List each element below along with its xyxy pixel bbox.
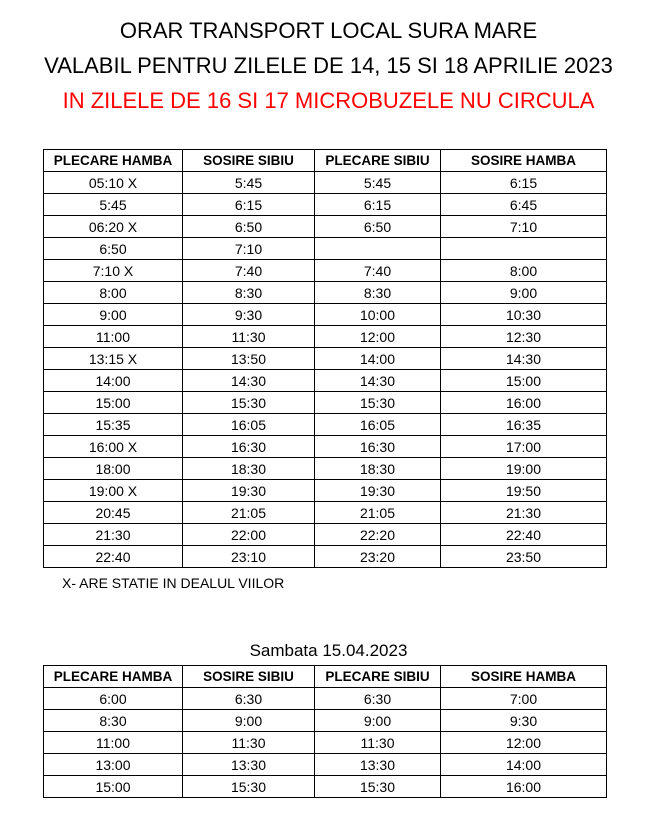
table-cell: 14:30 xyxy=(315,370,441,392)
table-cell: 15:35 xyxy=(44,414,183,436)
table-row xyxy=(44,754,607,776)
table-cell: 14:00 xyxy=(44,370,183,392)
table-cell: 19:30 xyxy=(315,480,441,502)
table-cell: 6:15 xyxy=(441,172,607,194)
table-cell: 16:00 xyxy=(441,392,607,414)
table-row xyxy=(44,710,607,732)
table-row xyxy=(44,776,607,798)
table-row xyxy=(44,370,607,392)
table-cell: 20:45 xyxy=(44,502,183,524)
table-cell: 14:30 xyxy=(183,370,315,392)
table-cell: 6:45 xyxy=(441,194,607,216)
table-cell: 12:00 xyxy=(315,326,441,348)
table-cell: 23:50 xyxy=(441,546,607,568)
weekday-schedule-table xyxy=(43,149,607,568)
table-cell: 19:50 xyxy=(441,480,607,502)
table-header-row xyxy=(44,150,607,172)
column-header: SOSIRE HAMBA xyxy=(441,666,607,688)
table-cell: 15:30 xyxy=(183,392,315,414)
table-cell: 12:00 xyxy=(441,732,607,754)
table-cell: 6:15 xyxy=(315,194,441,216)
table-cell: 8:00 xyxy=(44,282,183,304)
table-cell: 9:30 xyxy=(441,710,607,732)
table-row xyxy=(44,348,607,370)
table-row xyxy=(44,326,607,348)
table-cell: 11:00 xyxy=(44,326,183,348)
table-cell: 15:00 xyxy=(441,370,607,392)
table-row xyxy=(44,502,607,524)
table-cell: 14:00 xyxy=(441,754,607,776)
column-header: PLECARE HAMBA xyxy=(44,666,183,688)
table-cell: 22:20 xyxy=(315,524,441,546)
table-row xyxy=(44,732,607,754)
table-row xyxy=(44,260,607,282)
table-cell: 18:30 xyxy=(183,458,315,480)
table-cell: 12:30 xyxy=(441,326,607,348)
table-cell: 9:00 xyxy=(44,304,183,326)
table-row xyxy=(44,216,607,238)
table-cell: 15:00 xyxy=(44,776,183,798)
table-cell: 11:30 xyxy=(183,326,315,348)
table-cell: 15:30 xyxy=(183,776,315,798)
table-cell: 21:30 xyxy=(441,502,607,524)
table-cell: 5:45 xyxy=(44,194,183,216)
table-row xyxy=(44,436,607,458)
table-cell: 21:05 xyxy=(183,502,315,524)
table-cell: 22:40 xyxy=(441,524,607,546)
table-cell: 15:30 xyxy=(315,392,441,414)
table-row xyxy=(44,546,607,568)
table-cell: 23:10 xyxy=(183,546,315,568)
legend-note: X- ARE STATIE IN DEALUL VIILOR xyxy=(62,575,285,591)
table-row xyxy=(44,458,607,480)
table-cell: 8:30 xyxy=(44,710,183,732)
table-cell: 13:15 X xyxy=(44,348,183,370)
table-cell: 19:00 xyxy=(441,458,607,480)
table-row xyxy=(44,238,607,260)
table-cell: 22:00 xyxy=(183,524,315,546)
table-cell: 15:30 xyxy=(315,776,441,798)
table-cell: 16:00 xyxy=(441,776,607,798)
table-cell: 8:00 xyxy=(441,260,607,282)
table-cell: 17:00 xyxy=(441,436,607,458)
table-row xyxy=(44,688,607,710)
table-row xyxy=(44,194,607,216)
table-cell: 11:30 xyxy=(183,732,315,754)
table-cell: 8:30 xyxy=(183,282,315,304)
table-cell: 7:10 xyxy=(183,238,315,260)
table-cell: 6:30 xyxy=(315,688,441,710)
table-cell: 16:00 X xyxy=(44,436,183,458)
table-cell: 22:40 xyxy=(44,546,183,568)
table-row xyxy=(44,524,607,546)
saturday-schedule-table xyxy=(43,665,607,798)
column-header: PLECARE HAMBA xyxy=(44,150,183,172)
table-cell: 14:00 xyxy=(315,348,441,370)
table-cell: 18:00 xyxy=(44,458,183,480)
table-cell: 06:20 X xyxy=(44,216,183,238)
table-cell: 7:10 X xyxy=(44,260,183,282)
table-cell: 5:45 xyxy=(315,172,441,194)
no-service-warning: IN ZILELE DE 16 SI 17 MICROBUZELE NU CIRCULA xyxy=(62,88,595,113)
validity-subtitle: VALABIL PENTRU ZILELE DE 14, 15 SI 18 APRILIE 2023 xyxy=(44,53,613,78)
table-cell: 16:30 xyxy=(315,436,441,458)
table-cell: 16:05 xyxy=(315,414,441,436)
table-cell: 11:30 xyxy=(315,732,441,754)
table-cell: 6:30 xyxy=(183,688,315,710)
table-cell: 9:00 xyxy=(315,710,441,732)
table-cell: 13:50 xyxy=(183,348,315,370)
table-cell: 9:30 xyxy=(183,304,315,326)
table-cell: 10:00 xyxy=(315,304,441,326)
table-cell: 13:00 xyxy=(44,754,183,776)
table-cell: 18:30 xyxy=(315,458,441,480)
table-cell: 05:10 X xyxy=(44,172,183,194)
column-header: SOSIRE SIBIU xyxy=(183,666,315,688)
table-cell: 6:50 xyxy=(315,216,441,238)
table-cell: 19:00 X xyxy=(44,480,183,502)
table-cell: 6:00 xyxy=(44,688,183,710)
table-cell: 14:30 xyxy=(441,348,607,370)
table-cell: 11:00 xyxy=(44,732,183,754)
table-cell: 13:30 xyxy=(315,754,441,776)
table-cell: 7:40 xyxy=(183,260,315,282)
table-cell: 16:35 xyxy=(441,414,607,436)
table-cell: 6:15 xyxy=(183,194,315,216)
table-row xyxy=(44,282,607,304)
table-cell: 9:00 xyxy=(441,282,607,304)
table-cell: 6:50 xyxy=(183,216,315,238)
table-cell: 19:30 xyxy=(183,480,315,502)
table-cell: 13:30 xyxy=(183,754,315,776)
table-cell: 7:40 xyxy=(315,260,441,282)
table-cell xyxy=(441,238,607,260)
table-cell: 23:20 xyxy=(315,546,441,568)
table-row xyxy=(44,392,607,414)
table-cell: 15:00 xyxy=(44,392,183,414)
page-title: ORAR TRANSPORT LOCAL SURA MARE xyxy=(119,18,538,43)
column-header: PLECARE SIBIU xyxy=(315,150,441,172)
table-cell: 7:10 xyxy=(441,216,607,238)
table-cell: 6:50 xyxy=(44,238,183,260)
table-row xyxy=(44,304,607,326)
table-cell: 5:45 xyxy=(183,172,315,194)
column-header: PLECARE SIBIU xyxy=(315,666,441,688)
table-row xyxy=(44,414,607,436)
table-cell: 10:30 xyxy=(441,304,607,326)
table-row xyxy=(44,172,607,194)
table-cell: 7:00 xyxy=(441,688,607,710)
table-cell: 21:30 xyxy=(44,524,183,546)
table-cell xyxy=(315,238,441,260)
table-header-row xyxy=(44,666,607,688)
saturday-title: Sambata 15.04.2023 xyxy=(249,641,408,660)
table-cell: 9:00 xyxy=(183,710,315,732)
table-cell: 16:30 xyxy=(183,436,315,458)
table-cell: 21:05 xyxy=(315,502,441,524)
table-cell: 8:30 xyxy=(315,282,441,304)
column-header: SOSIRE HAMBA xyxy=(441,150,607,172)
table-cell: 16:05 xyxy=(183,414,315,436)
table-row xyxy=(44,480,607,502)
column-header: SOSIRE SIBIU xyxy=(183,150,315,172)
